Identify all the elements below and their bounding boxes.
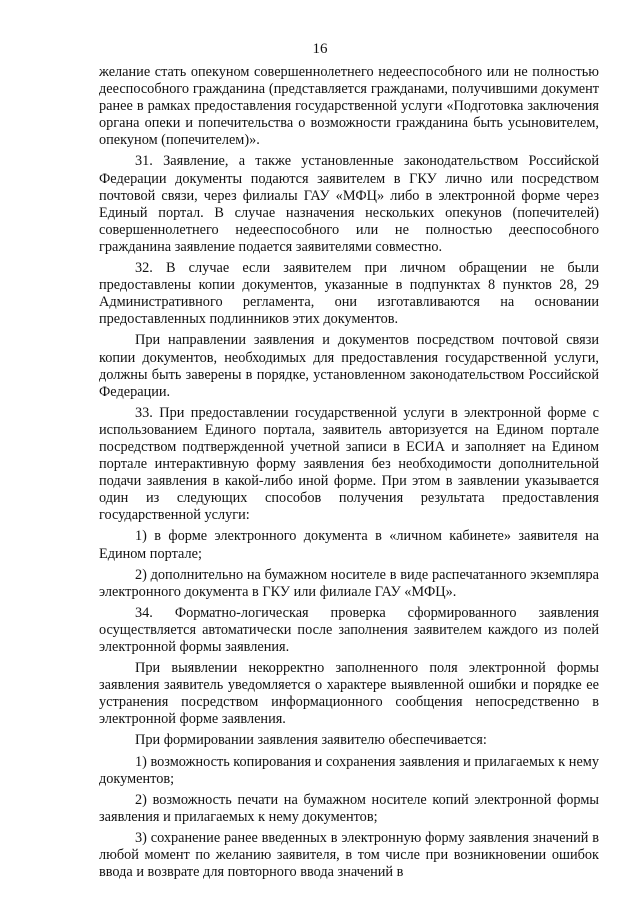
paragraph-postal-copies: При направлении заявления и документов посредством почтовой связи копии документов, необходимых для предоставления государственной услуги, должны быть заверены в порядке, установленном законодательством Российской Федерации.	[99, 332, 599, 400]
paragraph-31: 31. Заявление, а также установленные законодательством Российской Федерации документы подаются заявителем в ГКУ лично или посредством почтовой связи, через филиалы ГАУ «МФЦ» либо в электронной форме через Единый портал. В случае назначения нескольких опекунов (попечителей) совершеннолетнего недееспособного или не полностью дееспособного гражданина заявление подается заявителями совместно.	[99, 153, 599, 255]
paragraph-continuation: желание стать опекуном совершеннолетнего недееспособного или не полностью дееспособного гражданина (представляется гражданами, получившими документ ранее в рамках предоставления государственной услуги «Подготовка заключения органа опеки и попечительства о возможности гражданина быть усыновителем, опекуном (попечителем)».	[99, 64, 599, 149]
paragraph-33-option-2: 2) дополнительно на бумажном носителе в виде распечатанного экземпляра электронного документа в ГКУ или филиале ГАУ «МФЦ».	[99, 566, 599, 600]
paragraph-32: 32. В случае если заявителем при личном обращении не были предоставлены копии документов, указанные в подпунктах 8 пунктов 28, 29 Административного регламента, они изготавливаются на основании предоставленных подлинников этих документов.	[99, 260, 599, 328]
paragraph-34: 34. Форматно-логическая проверка сформированного заявления осуществляется автоматически после заполнения заявителем каждого из полей электронной формы заявления.	[99, 604, 599, 655]
paragraph-forming-intro: При формировании заявления заявителю обеспечивается:	[135, 732, 487, 749]
page-number: 16	[312, 41, 328, 57]
paragraph-forming-3: 3) сохранение ранее введенных в электронную форму заявления значений в любой момент по желанию заявителя, в том числе при возникновении ошибок ввода и возврате для повторного ввода значений в	[99, 829, 599, 881]
paragraph-33: 33. При предоставлении государственной услуги в электронной форме с использованием Единого портала, заявитель авторизуется на Едином портале посредством подтвержденной учетной записи в ЕСИА и заполняет на Едином портале интерактивную форму заявления без необходимости дополнительной подачи заявления в какой-либо иной форме. При этом в заявлении указывается один из следующих способов получения результата предоставления государственной услуги:	[99, 404, 599, 524]
paragraph-33-option-1: 1) в форме электронного документа в «личном кабинете» заявителя на Едином портале;	[99, 528, 599, 562]
paragraph-forming-1: 1) возможность копирования и сохранения заявления и прилагаемых к нему документов;	[99, 753, 599, 787]
document-body	[99, 64, 599, 881]
paragraph-error-notification: При выявлении некорректно заполненного поля электронной формы заявления заявитель уведомляется о характере выявленной ошибки и порядке ее устранения посредством информационного сообщения непосредственно в электронной форме заявления.	[99, 660, 599, 728]
paragraph-forming-2: 2) возможность печати на бумажном носителе копий электронной формы заявления и прилагаемых к нему документов;	[99, 791, 599, 825]
